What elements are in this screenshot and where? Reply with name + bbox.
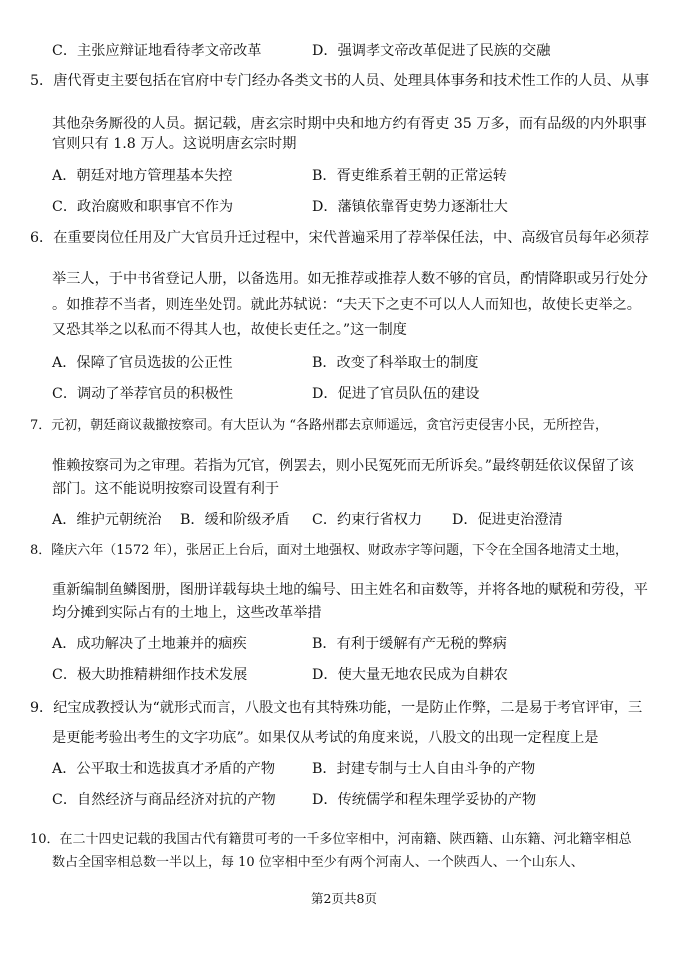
question-9-line-2: 是更能考验出考生的文字功底”。如果仅从考试的角度来说，八股文的出现一定程度上是 [52, 730, 599, 746]
q7-option-d: D．促进吏治澄清 [452, 512, 563, 528]
q4-option-c: C．主张应辩证地看待孝文帝改革 [52, 43, 262, 59]
q6-option-b: B．改变了科举取士的制度 [312, 355, 479, 371]
question-6-line-1: 6．在重要岗位任用及广大官员升迁过程中，宋代普遍采用了荐举保任法，中、高级官员每年必须荐 [30, 230, 650, 246]
page-footer: 第2页共8页 [311, 891, 377, 906]
q5-option-d: D．藩镇依靠胥吏势力逐渐壮大 [312, 199, 508, 215]
q7-option-c: C．约束行省权力 [312, 512, 423, 528]
q5-option-c: C．政治腐败和职事官不作为 [52, 199, 234, 215]
q9-option-b: B．封建专制与士人自由斗争的产物 [312, 761, 536, 777]
question-8-line-2: 重新编制鱼鳞图册，图册详载每块土地的编号、田主姓名和亩数等，并将各地的赋税和劳役，平 [52, 582, 648, 598]
question-5-line-1: 5．唐代胥吏主要包括在官府中专门经办各类文书的人员、处理具体事务和技术性工作的人员、从事 [30, 73, 650, 89]
question-8-line-1: 8．隆庆六年（1572 年），张居正上台后，面对土地强权、财政赤字等问题，下令在全国各地清丈土地， [30, 543, 628, 558]
question-7-line-3: 部门。这不能说明按察司设置有利于 [52, 481, 280, 497]
question-7-line-2: 惟赖按察司为之审理。若指为冗官，例罢去，则小民冤死而无所诉矣。”最终朝廷依议保留了该 [52, 458, 634, 474]
q5-option-b: B．胥吏维系着王朝的正常运转 [312, 168, 507, 184]
question-10-line-1: 10．在二十四史记载的我国古代有籍贯可考的一千多位宰相中，河南籍、陕西籍、山东籍、河北籍宰相总 [30, 832, 632, 847]
q9-option-a: A．公平取士和选拔真才矛盾的产物 [52, 761, 276, 777]
q8-option-c: C．极大助推精耕细作技术发展 [52, 667, 248, 683]
question-6-line-2: 举三人，于中书省登记人册，以备选用。如无推荐或推荐人数不够的官员，酌情降职或另行处分 [52, 271, 648, 287]
q6-option-c: C．调动了举荐官员的积极性 [52, 386, 234, 402]
q9-option-d: D．传统儒学和程朱理学妥协的产物 [312, 792, 537, 808]
q9-option-c: C．自然经济与商品经济对抗的产物 [52, 792, 276, 808]
q8-option-d: D．使大量无地农民成为自耕农 [312, 667, 508, 683]
question-6-line-4: 又恐其举之以私而不得其人也，故使长吏任之。”这一制度 [52, 322, 407, 338]
question-5-line-3: 官则只有 1.8 万人。这说明唐玄宗时期 [52, 136, 297, 152]
q6-option-a: A．保障了官员选拔的公正性 [52, 355, 233, 371]
question-8-line-3: 均分摊到实际占有的土地上，这些改革举措 [52, 605, 322, 621]
q5-option-a: A．朝廷对地方管理基本失控 [52, 168, 233, 184]
q8-option-b: B．有利于缓解有产无税的弊病 [312, 636, 507, 652]
question-5-line-2: 其他杂务厮役的人员。据记载，唐玄宗时期中央和地方约有胥吏 35 万多，而有品级的内外职事 [52, 116, 647, 132]
question-9-line-1: 9．纪宝成教授认为“就形式而言，八股文也有其特殊功能，一是防止作弊，二是易于考官评审，三 [30, 700, 643, 716]
q8-option-a: A．成功解决了土地兼并的痼疾 [52, 636, 247, 652]
question-6-line-3: 。如推荐不当者，则连坐处罚。就此苏轼说：“夫天下之吏不可以人人而知也，故使长吏举之。 [52, 297, 641, 313]
q7-option-a: A．维护元朝统治 [52, 512, 162, 528]
q6-option-d: D．促进了官员队伍的建设 [312, 386, 480, 402]
q7-option-b: B．缓和阶级矛盾 [180, 512, 290, 528]
question-10-line-2: 数占全国宰相总数一半以上，每 10 位宰相中至少有两个河南人、一个陕西人、一个山东人、 [52, 855, 584, 870]
q4-option-d: D．强调孝文帝改革促进了民族的交融 [312, 43, 551, 59]
question-7-line-1: 7．元初，朝廷商议裁撤按察司。有大臣认为 “各路州郡去京师遥远，贪官污吏侵害小民，无所控告， [30, 418, 609, 433]
